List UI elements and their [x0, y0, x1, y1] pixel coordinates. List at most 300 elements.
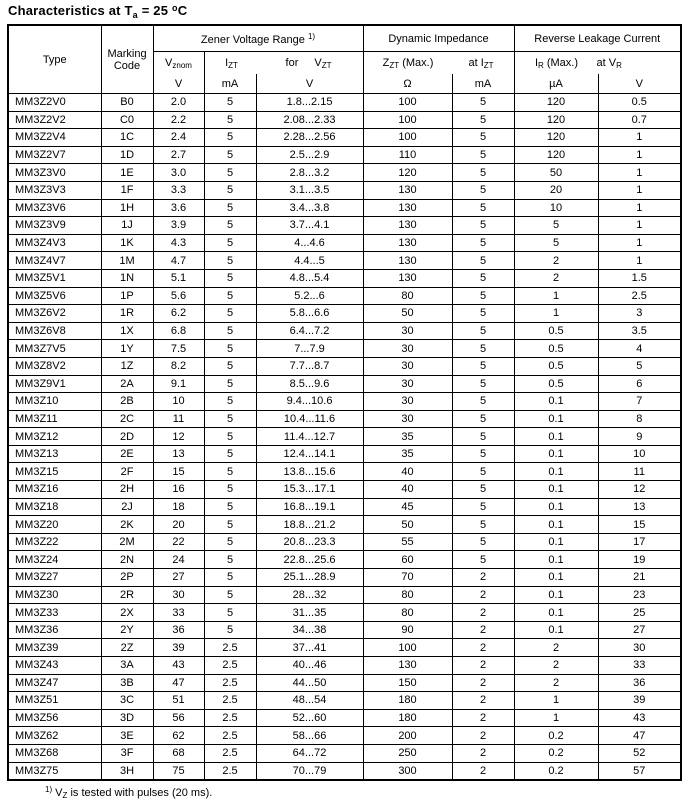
- cell-at-izt: 2: [452, 621, 514, 639]
- cell-zzt-max: 130: [363, 181, 452, 199]
- table-row: [8, 94, 681, 112]
- cell-ir-max: 0.1: [514, 410, 598, 428]
- unit-at-izt: mA: [452, 74, 514, 94]
- cell-type: MM3Z22: [8, 533, 101, 551]
- cell-at-vr: 19: [598, 551, 681, 569]
- cell-vzt: 28...32: [256, 586, 363, 604]
- cell-zzt-max: 35: [363, 428, 452, 446]
- cell-zzt-max: 130: [363, 269, 452, 287]
- cell-marking-code: 2B: [101, 393, 153, 411]
- cell-at-vr: 3: [598, 305, 681, 323]
- cell-type: MM3Z18: [8, 498, 101, 516]
- cell-at-vr: 5: [598, 357, 681, 375]
- cell-izt: 2.5: [204, 674, 256, 692]
- cell-vzt: 4...4.6: [256, 234, 363, 252]
- cell-at-vr: 1: [598, 217, 681, 235]
- cell-zzt-max: 70: [363, 569, 452, 587]
- cell-ir-max: 2: [514, 252, 598, 270]
- cell-ir-max: 0.1: [514, 393, 598, 411]
- cell-type: MM3Z36: [8, 621, 101, 639]
- table-row: [8, 727, 681, 745]
- cell-at-izt: 5: [452, 269, 514, 287]
- cell-type: MM3Z27: [8, 569, 101, 587]
- cell-izt: 2.5: [204, 762, 256, 780]
- table-row: [8, 586, 681, 604]
- cell-ir-max: 0.1: [514, 516, 598, 534]
- cell-at-izt: 5: [452, 181, 514, 199]
- table-row: [8, 569, 681, 587]
- cell-type: MM3Z39: [8, 639, 101, 657]
- cell-ir-max: 1: [514, 287, 598, 305]
- cell-izt: 5: [204, 621, 256, 639]
- cell-vznom: 11: [153, 410, 204, 428]
- table-row: [8, 621, 681, 639]
- cell-type: MM3Z3V3: [8, 181, 101, 199]
- cell-at-vr: 30: [598, 639, 681, 657]
- cell-zzt-max: 130: [363, 199, 452, 217]
- cell-at-izt: 5: [452, 217, 514, 235]
- cell-ir-max: 2: [514, 674, 598, 692]
- cell-vznom: 12: [153, 428, 204, 446]
- cell-izt: 5: [204, 269, 256, 287]
- cell-type: MM3Z43: [8, 657, 101, 675]
- cell-vzt: 58...66: [256, 727, 363, 745]
- cell-marking-code: 3B: [101, 674, 153, 692]
- cell-type: MM3Z7V5: [8, 340, 101, 358]
- cell-zzt-max: 300: [363, 762, 452, 780]
- cell-vznom: 56: [153, 709, 204, 727]
- cell-at-izt: 5: [452, 340, 514, 358]
- cell-izt: 5: [204, 164, 256, 182]
- cell-zzt-max: 55: [363, 533, 452, 551]
- cell-at-vr: 1: [598, 146, 681, 164]
- cell-marking-code: 2Y: [101, 621, 153, 639]
- cell-zzt-max: 30: [363, 393, 452, 411]
- cell-zzt-max: 60: [363, 551, 452, 569]
- cell-type: MM3Z4V3: [8, 234, 101, 252]
- cell-marking-code: 2F: [101, 463, 153, 481]
- cell-zzt-max: 100: [363, 94, 452, 112]
- table-body: [8, 94, 681, 781]
- cell-izt: 5: [204, 445, 256, 463]
- cell-ir-max: 2: [514, 269, 598, 287]
- cell-izt: 2.5: [204, 727, 256, 745]
- cell-vzt: 4.4...5: [256, 252, 363, 270]
- cell-vzt: 1.8...2.15: [256, 94, 363, 112]
- cell-izt: 5: [204, 322, 256, 340]
- col-header-izt-for-vzt: $I_{ZT}$ for $V_{ZT}$: [204, 52, 363, 75]
- cell-type: MM3Z56: [8, 709, 101, 727]
- cell-vzt: 52...60: [256, 709, 363, 727]
- cell-zzt-max: 30: [363, 322, 452, 340]
- cell-vznom: 4.7: [153, 252, 204, 270]
- cell-ir-max: 0.1: [514, 551, 598, 569]
- group-header-reverse-leakage-current: Reverse Leakage Current: [514, 25, 681, 52]
- characteristics-table: [7, 24, 682, 781]
- cell-type: MM3Z20: [8, 516, 101, 534]
- cell-at-izt: 2: [452, 762, 514, 780]
- unit-vznom: V: [153, 74, 204, 94]
- cell-at-vr: 23: [598, 586, 681, 604]
- cell-vznom: 10: [153, 393, 204, 411]
- cell-vznom: 2.0: [153, 94, 204, 112]
- cell-marking-code: 2N: [101, 551, 153, 569]
- cell-zzt-max: 130: [363, 252, 452, 270]
- cell-ir-max: 0.1: [514, 445, 598, 463]
- cell-at-izt: 5: [452, 428, 514, 446]
- cell-marking-code: 2K: [101, 516, 153, 534]
- cell-vznom: 3.3: [153, 181, 204, 199]
- cell-ir-max: 2: [514, 657, 598, 675]
- cell-vzt: 6.4...7.2: [256, 322, 363, 340]
- cell-at-vr: 3.5: [598, 322, 681, 340]
- cell-at-izt: 5: [452, 305, 514, 323]
- cell-at-izt: 5: [452, 393, 514, 411]
- cell-at-izt: 5: [452, 481, 514, 499]
- cell-vzt: 2.28...2.56: [256, 129, 363, 147]
- cell-ir-max: 20: [514, 181, 598, 199]
- cell-at-vr: 11: [598, 463, 681, 481]
- cell-ir-max: 120: [514, 111, 598, 129]
- cell-at-vr: 52: [598, 744, 681, 762]
- cell-zzt-max: 180: [363, 692, 452, 710]
- cell-zzt-max: 50: [363, 305, 452, 323]
- cell-type: MM3Z6V2: [8, 305, 101, 323]
- cell-at-izt: 5: [452, 445, 514, 463]
- cell-vznom: 2.2: [153, 111, 204, 129]
- cell-vzt: 11.4...12.7: [256, 428, 363, 446]
- cell-marking-code: 1D: [101, 146, 153, 164]
- table-row: [8, 234, 681, 252]
- cell-izt: 2.5: [204, 709, 256, 727]
- cell-at-vr: 1: [598, 199, 681, 217]
- cell-vzt: 2.08...2.33: [256, 111, 363, 129]
- cell-vznom: 8.2: [153, 357, 204, 375]
- cell-at-izt: 2: [452, 639, 514, 657]
- cell-at-izt: 2: [452, 569, 514, 587]
- table-row: [8, 762, 681, 780]
- table-row: [8, 269, 681, 287]
- cell-ir-max: 0.5: [514, 357, 598, 375]
- cell-izt: 5: [204, 533, 256, 551]
- cell-at-vr: 6: [598, 375, 681, 393]
- cell-at-izt: 5: [452, 498, 514, 516]
- cell-marking-code: 2C: [101, 410, 153, 428]
- cell-at-izt: 2: [452, 709, 514, 727]
- unit-izt: mA: [204, 74, 256, 94]
- cell-izt: 2.5: [204, 744, 256, 762]
- cell-ir-max: 0.2: [514, 744, 598, 762]
- cell-ir-max: 5: [514, 234, 598, 252]
- cell-ir-max: 0.2: [514, 727, 598, 745]
- cell-type: MM3Z3V6: [8, 199, 101, 217]
- cell-vzt: 10.4...11.6: [256, 410, 363, 428]
- cell-zzt-max: 30: [363, 340, 452, 358]
- cell-vzt: 3.1...3.5: [256, 181, 363, 199]
- cell-ir-max: 1: [514, 709, 598, 727]
- cell-type: MM3Z5V6: [8, 287, 101, 305]
- cell-zzt-max: 180: [363, 709, 452, 727]
- cell-vzt: 31...35: [256, 604, 363, 622]
- table-row: [8, 181, 681, 199]
- cell-zzt-max: 30: [363, 375, 452, 393]
- cell-izt: 5: [204, 428, 256, 446]
- cell-at-izt: 5: [452, 322, 514, 340]
- cell-zzt-max: 130: [363, 234, 452, 252]
- cell-at-vr: 27: [598, 621, 681, 639]
- cell-zzt-max: 45: [363, 498, 452, 516]
- cell-marking-code: B0: [101, 94, 153, 112]
- cell-marking-code: 2M: [101, 533, 153, 551]
- cell-ir-max: 0.5: [514, 322, 598, 340]
- cell-at-izt: 5: [452, 516, 514, 534]
- cell-vzt: 12.4...14.1: [256, 445, 363, 463]
- cell-marking-code: 1K: [101, 234, 153, 252]
- cell-vznom: 47: [153, 674, 204, 692]
- cell-ir-max: 0.1: [514, 586, 598, 604]
- cell-marking-code: 2A: [101, 375, 153, 393]
- cell-marking-code: 1Y: [101, 340, 153, 358]
- cell-vznom: 3.9: [153, 217, 204, 235]
- cell-marking-code: 2H: [101, 481, 153, 499]
- cell-type: MM3Z68: [8, 744, 101, 762]
- cell-vznom: 15: [153, 463, 204, 481]
- cell-vzt: 9.4...10.6: [256, 393, 363, 411]
- cell-ir-max: 0.1: [514, 498, 598, 516]
- cell-ir-max: 0.1: [514, 621, 598, 639]
- cell-marking-code: 3E: [101, 727, 153, 745]
- cell-marking-code: 3H: [101, 762, 153, 780]
- table-row: [8, 217, 681, 235]
- table-row: [8, 199, 681, 217]
- cell-marking-code: 1J: [101, 217, 153, 235]
- cell-at-izt: 5: [452, 129, 514, 147]
- cell-at-vr: 25: [598, 604, 681, 622]
- unit-at-vr: V: [598, 74, 681, 94]
- cell-ir-max: 0.1: [514, 463, 598, 481]
- cell-vznom: 51: [153, 692, 204, 710]
- cell-zzt-max: 50: [363, 516, 452, 534]
- cell-vznom: 6.8: [153, 322, 204, 340]
- cell-at-izt: 5: [452, 94, 514, 112]
- cell-vznom: 27: [153, 569, 204, 587]
- cell-izt: 5: [204, 217, 256, 235]
- cell-vzt: 2.8...3.2: [256, 164, 363, 182]
- cell-izt: 2.5: [204, 639, 256, 657]
- cell-vznom: 9.1: [153, 375, 204, 393]
- cell-type: MM3Z8V2: [8, 357, 101, 375]
- cell-at-izt: 5: [452, 146, 514, 164]
- cell-izt: 2.5: [204, 657, 256, 675]
- cell-at-vr: 12: [598, 481, 681, 499]
- cell-marking-code: 2P: [101, 569, 153, 587]
- cell-type: MM3Z2V4: [8, 129, 101, 147]
- cell-vznom: 22: [153, 533, 204, 551]
- table-row: [8, 252, 681, 270]
- table-row: [8, 428, 681, 446]
- cell-ir-max: 120: [514, 129, 598, 147]
- cell-vznom: 18: [153, 498, 204, 516]
- cell-vzt: 5.8...6.6: [256, 305, 363, 323]
- cell-vzt: 22.8...25.6: [256, 551, 363, 569]
- cell-type: MM3Z5V1: [8, 269, 101, 287]
- cell-type: MM3Z10: [8, 393, 101, 411]
- cell-vznom: 16: [153, 481, 204, 499]
- table-row: [8, 393, 681, 411]
- cell-at-izt: 2: [452, 727, 514, 745]
- cell-marking-code: 1H: [101, 199, 153, 217]
- cell-at-izt: 2: [452, 692, 514, 710]
- table-row: [8, 639, 681, 657]
- cell-type: MM3Z24: [8, 551, 101, 569]
- cell-vznom: 24: [153, 551, 204, 569]
- cell-type: MM3Z4V7: [8, 252, 101, 270]
- cell-ir-max: 0.1: [514, 604, 598, 622]
- cell-marking-code: 1M: [101, 252, 153, 270]
- cell-vznom: 5.1: [153, 269, 204, 287]
- cell-izt: 5: [204, 463, 256, 481]
- col-header-vznom: $V_{znom}$: [153, 52, 204, 75]
- cell-zzt-max: 120: [363, 164, 452, 182]
- cell-zzt-max: 110: [363, 146, 452, 164]
- cell-zzt-max: 90: [363, 621, 452, 639]
- table-row: [8, 498, 681, 516]
- cell-vzt: 20.8...23.3: [256, 533, 363, 551]
- cell-izt: 5: [204, 498, 256, 516]
- cell-vzt: 48...54: [256, 692, 363, 710]
- cell-vznom: 4.3: [153, 234, 204, 252]
- unit-zzt: Ω: [363, 74, 452, 94]
- cell-at-vr: 33: [598, 657, 681, 675]
- table-row: [8, 744, 681, 762]
- cell-vzt: 40...46: [256, 657, 363, 675]
- cell-type: MM3Z13: [8, 445, 101, 463]
- cell-zzt-max: 80: [363, 604, 452, 622]
- cell-type: MM3Z11: [8, 410, 101, 428]
- col-header-type: Type: [8, 25, 101, 94]
- table-row: [8, 340, 681, 358]
- cell-izt: 5: [204, 305, 256, 323]
- cell-ir-max: 0.1: [514, 569, 598, 587]
- cell-izt: 5: [204, 410, 256, 428]
- cell-at-izt: 2: [452, 744, 514, 762]
- cell-at-izt: 5: [452, 533, 514, 551]
- table-row: [8, 657, 681, 675]
- cell-at-vr: 36: [598, 674, 681, 692]
- cell-at-izt: 5: [452, 375, 514, 393]
- cell-izt: 5: [204, 111, 256, 129]
- cell-at-vr: 21: [598, 569, 681, 587]
- cell-at-vr: 0.5: [598, 94, 681, 112]
- cell-zzt-max: 100: [363, 639, 452, 657]
- cell-vznom: 20: [153, 516, 204, 534]
- cell-zzt-max: 130: [363, 217, 452, 235]
- cell-vznom: 39: [153, 639, 204, 657]
- cell-vzt: 4.8...5.4: [256, 269, 363, 287]
- cell-vznom: 2.7: [153, 146, 204, 164]
- cell-izt: 5: [204, 287, 256, 305]
- table-row: [8, 692, 681, 710]
- cell-zzt-max: 100: [363, 129, 452, 147]
- cell-izt: 5: [204, 199, 256, 217]
- group-header-zener-voltage-range: Zener Voltage Range $^{1)}$: [153, 25, 363, 52]
- cell-type: MM3Z47: [8, 674, 101, 692]
- cell-type: MM3Z3V9: [8, 217, 101, 235]
- cell-at-vr: 1: [598, 164, 681, 182]
- cell-vznom: 2.4: [153, 129, 204, 147]
- cell-at-izt: 5: [452, 199, 514, 217]
- cell-vznom: 68: [153, 744, 204, 762]
- cell-vzt: 44...50: [256, 674, 363, 692]
- cell-marking-code: C0: [101, 111, 153, 129]
- cell-at-izt: 2: [452, 674, 514, 692]
- cell-izt: 5: [204, 94, 256, 112]
- cell-vznom: 33: [153, 604, 204, 622]
- cell-type: MM3Z3V0: [8, 164, 101, 182]
- cell-vznom: 3.0: [153, 164, 204, 182]
- cell-vznom: 5.6: [153, 287, 204, 305]
- cell-at-vr: 1.5: [598, 269, 681, 287]
- cell-vzt: 37...41: [256, 639, 363, 657]
- unit-ir: µA: [514, 74, 598, 94]
- cell-vzt: 3.7...4.1: [256, 217, 363, 235]
- cell-at-vr: 15: [598, 516, 681, 534]
- cell-vzt: 13.8...15.6: [256, 463, 363, 481]
- table-row: [8, 533, 681, 551]
- cell-at-vr: 0.7: [598, 111, 681, 129]
- cell-zzt-max: 80: [363, 287, 452, 305]
- cell-zzt-max: 35: [363, 445, 452, 463]
- cell-type: MM3Z2V7: [8, 146, 101, 164]
- cell-ir-max: 0.2: [514, 762, 598, 780]
- cell-at-vr: 1: [598, 181, 681, 199]
- cell-izt: 5: [204, 146, 256, 164]
- cell-at-vr: 57: [598, 762, 681, 780]
- cell-ir-max: 120: [514, 146, 598, 164]
- cell-zzt-max: 30: [363, 357, 452, 375]
- cell-zzt-max: 40: [363, 463, 452, 481]
- table-row: [8, 445, 681, 463]
- cell-at-vr: 1: [598, 252, 681, 270]
- col-header-marking-code: Marking Code: [101, 25, 153, 94]
- cell-ir-max: 0.1: [514, 481, 598, 499]
- cell-vznom: 36: [153, 621, 204, 639]
- unit-vzt: V: [256, 74, 363, 94]
- table-row: [8, 481, 681, 499]
- cell-marking-code: 2R: [101, 586, 153, 604]
- cell-at-vr: 47: [598, 727, 681, 745]
- cell-marking-code: 1Z: [101, 357, 153, 375]
- cell-izt: 5: [204, 551, 256, 569]
- cell-vzt: 15.3...17.1: [256, 481, 363, 499]
- cell-vzt: 64...72: [256, 744, 363, 762]
- table-row: [8, 322, 681, 340]
- cell-ir-max: 2: [514, 639, 598, 657]
- cell-izt: 5: [204, 357, 256, 375]
- cell-at-vr: 1: [598, 129, 681, 147]
- cell-at-izt: 5: [452, 410, 514, 428]
- table-row: [8, 709, 681, 727]
- cell-vznom: 6.2: [153, 305, 204, 323]
- cell-type: MM3Z6V8: [8, 322, 101, 340]
- cell-marking-code: 2D: [101, 428, 153, 446]
- cell-ir-max: 1: [514, 692, 598, 710]
- cell-at-vr: 1: [598, 234, 681, 252]
- cell-zzt-max: 250: [363, 744, 452, 762]
- cell-at-izt: 5: [452, 111, 514, 129]
- cell-vzt: 16.8...19.1: [256, 498, 363, 516]
- page-title: Characteristics at $T_a = 25$ $^o$C: [8, 3, 188, 20]
